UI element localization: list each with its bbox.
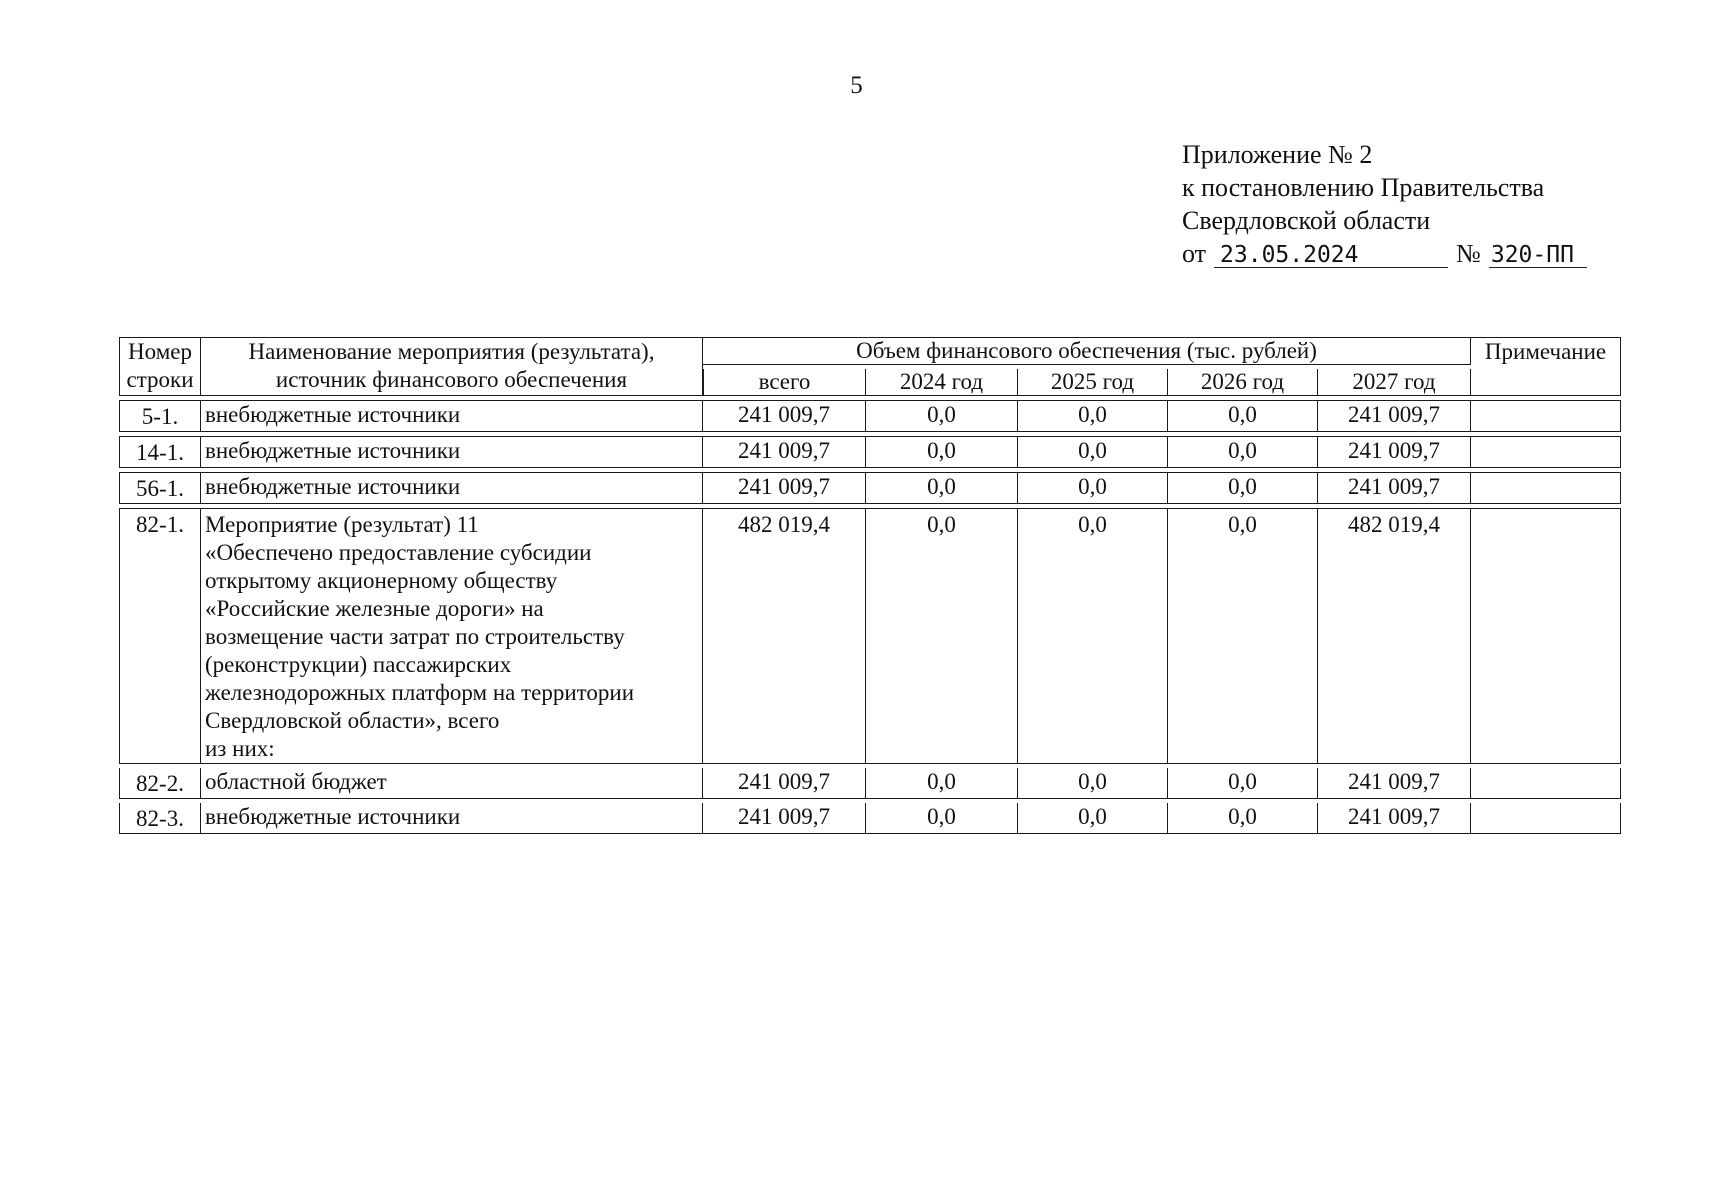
row-2024: 0,0: [866, 472, 1018, 504]
row-2024: 0,0: [866, 803, 1018, 834]
row-2025: 0,0: [1018, 508, 1168, 764]
annex-resolution-line: к постановлению Правительства: [1182, 173, 1545, 202]
annex-region-line: Свердловской области: [1182, 206, 1431, 235]
row-number: 82-1.: [119, 508, 201, 764]
row-name-line: открытому акционерному обществу: [205, 568, 558, 593]
header-row-number: Номер строки: [119, 337, 201, 396]
row-name: внебюджетные источники: [201, 472, 703, 504]
table-row: [119, 472, 1621, 504]
header-note: Примечание: [1471, 337, 1621, 396]
annex-from-label: от: [1182, 239, 1207, 268]
row-total: 241 009,7: [703, 768, 866, 799]
row-name-line: Свердловской области», всего: [205, 708, 500, 733]
row-name-line: «Обеспечено предоставление субсидии: [205, 540, 592, 565]
row-total: 241 009,7: [703, 472, 866, 504]
row-note: [1471, 400, 1621, 432]
row-2026: 0,0: [1168, 803, 1318, 834]
row-2027: 241 009,7: [1318, 768, 1471, 799]
header-total: всего: [703, 369, 866, 396]
row-2025: 0,0: [1018, 768, 1168, 799]
row-2026: 0,0: [1168, 472, 1318, 504]
funding-table: [119, 333, 1621, 838]
row-name: внебюджетные источники: [201, 436, 703, 468]
row-2024: 0,0: [866, 400, 1018, 432]
header-2027: 2027 год: [1318, 369, 1471, 396]
annex-number-label: №: [1456, 239, 1481, 268]
table-row: [119, 436, 1621, 468]
row-name-line: из них:: [205, 736, 275, 761]
row-2025: 0,0: [1018, 472, 1168, 504]
row-note: [1471, 768, 1621, 799]
row-number: 82-3.: [119, 803, 201, 834]
annex-date: 23.05.2024: [1214, 243, 1448, 268]
table-row: [119, 400, 1621, 432]
row-number: 14-1.: [119, 436, 201, 468]
row-2025: 0,0: [1018, 436, 1168, 468]
row-name-line: Мероприятие (результат) 11: [205, 512, 479, 537]
row-2024: 0,0: [866, 436, 1018, 468]
table-row: [119, 803, 1621, 834]
header-name: Наименование мероприятия (результата), источник финансового обеспечения: [201, 337, 703, 396]
header-row-1: [119, 337, 1621, 365]
header-2026: 2026 год: [1168, 369, 1318, 396]
row-name: внебюджетные источники: [201, 803, 703, 834]
row-total: 482 019,4: [703, 508, 866, 764]
row-2025: 0,0: [1018, 803, 1168, 834]
row-name-line: (реконструкции) пассажирских: [205, 652, 512, 677]
row-2027: 482 019,4: [1318, 508, 1471, 764]
row-name: областной бюджет: [201, 768, 703, 799]
annex-date-number-line: [1182, 237, 1587, 270]
annex-number: 320-ПП: [1489, 243, 1587, 268]
table-row: [119, 768, 1621, 799]
row-number: 56-1.: [119, 472, 201, 504]
row-2026: 0,0: [1168, 768, 1318, 799]
row-number: 82-2.: [119, 768, 201, 799]
row-number: 5-1.: [119, 400, 201, 432]
row-2027: 241 009,7: [1318, 803, 1471, 834]
header-2024: 2024 год: [866, 369, 1018, 396]
row-2026: 0,0: [1168, 436, 1318, 468]
table-row: [119, 508, 1621, 764]
row-2026: 0,0: [1168, 508, 1318, 764]
row-note: [1471, 472, 1621, 504]
row-total: 241 009,7: [703, 436, 866, 468]
annex-block: [1182, 138, 1587, 270]
annex-title: Приложение № 2: [1182, 140, 1373, 169]
header-2025: 2025 год: [1018, 369, 1168, 396]
row-2027: 241 009,7: [1318, 400, 1471, 432]
row-note: [1471, 803, 1621, 834]
row-2027: 241 009,7: [1318, 436, 1471, 468]
row-name-line: железнодорожных платформ на территории: [205, 680, 635, 705]
row-2027: 241 009,7: [1318, 472, 1471, 504]
row-note: [1471, 436, 1621, 468]
row-2024: 0,0: [866, 508, 1018, 764]
row-note: [1471, 508, 1621, 764]
row-name-line: «Российские железные дороги» на: [205, 596, 544, 621]
row-2025: 0,0: [1018, 400, 1168, 432]
row-2026: 0,0: [1168, 400, 1318, 432]
header-funding-group: Объем финансового обеспечения (тыс. рублей): [703, 337, 1471, 365]
row-total: 241 009,7: [703, 400, 866, 432]
page-number: 5: [850, 72, 863, 99]
row-2024: 0,0: [866, 768, 1018, 799]
row-name: внебюджетные источники: [201, 400, 703, 432]
row-name: [201, 508, 703, 764]
row-name-line: возмещение части затрат по строительству: [205, 624, 625, 649]
row-total: 241 009,7: [703, 803, 866, 834]
